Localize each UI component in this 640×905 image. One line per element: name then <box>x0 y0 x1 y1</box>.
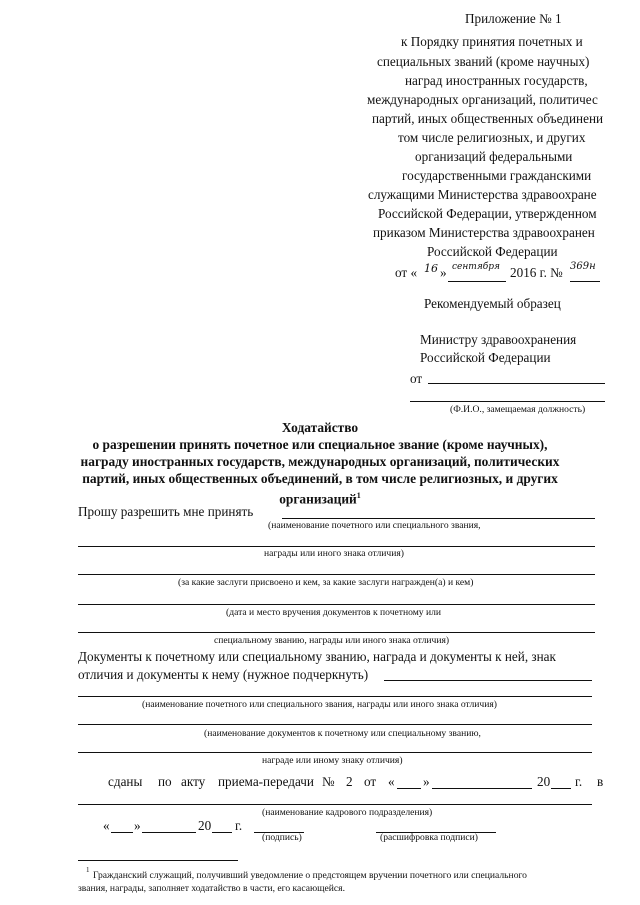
footnote-separator <box>78 860 238 861</box>
appendix-line: государственными гражданскими <box>402 168 592 183</box>
order-month-line <box>448 281 506 282</box>
caption-signature: (подпись) <box>262 832 302 843</box>
caption-handover-date: (дата и место вручения документов к почетному или <box>226 607 442 618</box>
caption-honor-award: (наименование почетного или специального звания, награды или иного знака отличия) <box>142 699 497 710</box>
sign-day-field[interactable] <box>111 832 133 833</box>
caption-documents: (наименование документов к почетному или специальному званию, <box>204 728 481 739</box>
addressee-line2: Российской Федерации <box>420 350 551 365</box>
act-year-prefix: 20 <box>537 774 551 789</box>
appendix-line: международных организаций, политичес <box>367 92 598 107</box>
order-date-day: 16 <box>424 262 438 275</box>
act-number: 2 <box>346 774 353 789</box>
act-word: акту <box>181 774 206 789</box>
order-date-month: сентября <box>452 262 501 272</box>
act-word: № <box>322 774 335 789</box>
footnote-mark: 1 <box>86 866 90 874</box>
act-quote-close: » <box>423 774 430 789</box>
merits-field[interactable] <box>78 574 595 575</box>
request-label: Прошу разрешить мне принять <box>78 504 254 519</box>
act-month-field[interactable] <box>432 788 532 789</box>
document-subtitle: награду иностранных государств, международных организаций, политических <box>80 454 560 469</box>
document-title: Ходатайство <box>281 420 359 435</box>
appendix-line: специальных званий (кроме научных) <box>377 54 590 69</box>
honor-name-field[interactable] <box>282 518 595 519</box>
act-day-field[interactable] <box>397 788 421 789</box>
act-word: в <box>597 774 604 789</box>
documents-name-field[interactable] <box>78 724 592 725</box>
sign-quote-open: « <box>103 818 110 833</box>
caption-signature-decode: (расшифровка подписи) <box>380 832 478 843</box>
appendix-line: наград иностранных государств, <box>405 73 588 88</box>
order-date-mid: » <box>440 265 447 280</box>
sign-year-prefix: 20 <box>198 818 212 833</box>
title-last-word: организаций <box>279 491 357 507</box>
document-subtitle: партий, иных общественных объединений, в том числе религиозных, и других <box>82 471 558 486</box>
caption-hr-department: (наименование кадрового подразделения) <box>262 807 433 818</box>
caption-honor-name: (наименование почетного или специального звания, <box>268 520 481 531</box>
footnote-ref: 1 <box>356 491 361 500</box>
act-word: от <box>364 774 377 789</box>
sign-quote-close: » <box>134 818 141 833</box>
recommended-sample-label: Рекомендуемый образец <box>424 296 561 311</box>
act-year-suffix: г. <box>575 774 583 789</box>
order-date-year: 2016 г. № <box>510 265 563 280</box>
addressee-line1: Министру здравоохранения <box>420 332 577 347</box>
appendix-line: приказом Министерства здравоохранен <box>373 225 595 240</box>
act-word: приема-передачи <box>218 774 314 789</box>
honor-award-field[interactable] <box>78 696 592 697</box>
sign-year-field[interactable] <box>212 832 232 833</box>
act-quote-open: « <box>388 774 395 789</box>
documents-text-line2: отличия и документы к нему (нужное подчеркнуть) <box>78 667 369 682</box>
from-name-field[interactable] <box>428 383 605 384</box>
act-word: по <box>158 774 172 789</box>
document-subtitle: о разрешении принять почетное или специальное звание (кроме научных), <box>92 437 548 452</box>
footnote-line2: звания, награды, заполняет ходатайство в части, его касающейся. <box>78 883 345 894</box>
caption-merits: (за какие заслуги присвоено и кем, за какие заслуги награжден(а) и кем) <box>178 577 474 588</box>
act-year-field[interactable] <box>551 788 571 789</box>
addressee-from-label: от <box>410 371 423 386</box>
handover-place-field[interactable] <box>78 632 595 633</box>
order-number: 369н <box>570 261 596 272</box>
sign-month-field[interactable] <box>142 832 196 833</box>
from-position-field[interactable] <box>410 401 605 402</box>
appendix-line: к Порядку принятия почетных и <box>401 34 583 49</box>
hr-department-field[interactable] <box>78 804 592 805</box>
appendix-line: служащими Министерства здравоохране <box>368 187 597 202</box>
appendix-title: Приложение № 1 <box>465 11 562 26</box>
documents-award-field[interactable] <box>78 752 592 753</box>
handover-date-field[interactable] <box>78 604 595 605</box>
appendix-line: Российской Федерации, утвержденном <box>378 206 597 221</box>
act-word: сданы <box>108 774 143 789</box>
appendix-line: том числе религиозных, и других <box>398 130 586 145</box>
addressee-caption: (Ф.И.О., замещаемая должность) <box>450 404 586 415</box>
appendix-line: организаций федеральными <box>415 149 573 164</box>
sign-year-suffix: г. <box>235 818 243 833</box>
order-number-line <box>570 281 600 282</box>
order-date-prefix: от « <box>395 265 418 280</box>
caption-documents-award: награде или иному знаку отличия) <box>262 755 403 766</box>
caption-award: награды или иного знака отличия) <box>264 548 404 559</box>
documents-text-line1: Документы к почетному или специальному званию, награда и документы к ней, знак <box>78 649 556 664</box>
appendix-line: Российской Федерации <box>427 244 558 259</box>
footnote-line1: Гражданский служащий, получивший уведомление о предстоящем вручении почетного или специального <box>93 870 527 881</box>
documents-choice-field[interactable] <box>384 680 592 681</box>
appendix-line: партий, иных общественных объединени <box>372 111 604 126</box>
award-name-field[interactable] <box>78 546 595 547</box>
caption-handover-place: специальному званию, награды или иного знака отличия) <box>214 635 450 646</box>
